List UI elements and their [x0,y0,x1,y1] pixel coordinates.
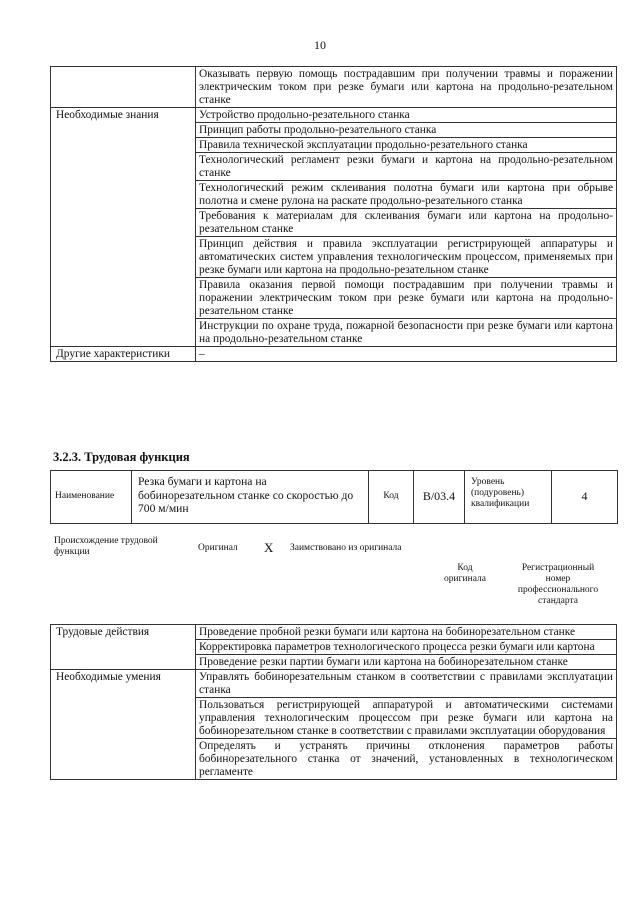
knowledge-table [50,66,617,362]
row-item: Устройство продольно-резательного станка [196,108,617,123]
page-number: 10 [314,38,326,52]
row-item: Управлять бобинорезательным станком в соответствии с правилами эксплуатации станка [196,670,617,698]
row-item: Принцип действия и правила эксплуатации регистрирующей аппаратуры и автоматических систем управления технологическим процессом, применяемых при резке бумаги или картона на продольно-резательном станке [196,237,617,278]
name-value: Резка бумаги и картона на бобинорезательном станке со скоростью до 700 м/мин [131,471,369,523]
row-item: Пользоваться регистрирующей аппаратурой и автоматическими системами управления технологическим процессом при резке бумаги или картона на бобинорезательном станке в соответствии с правилами эксплуатации оборудования [196,698,617,739]
row-item: – [196,347,617,362]
row-label-knowledge: Необходимые знания [51,108,196,347]
origin-reg-num: Регистрационный номер профессионального стандарта [517,563,599,606]
table-row [51,347,617,362]
name-label: Наименование [55,491,115,501]
table-row [51,670,617,698]
actions-table [50,624,617,780]
level-value: 4 [551,471,617,523]
origin-label: Происхождение трудовой функции [54,536,158,557]
row-label-other: Другие характеристики [51,347,196,362]
row-item: Проведение резки партии бумаги или картона на бобинорезательном станке [196,655,617,670]
origin-code: Код оригинала [444,563,486,584]
table-row [51,625,617,640]
row-item: Корректировка параметров технологического процесса резки бумаги или картона [196,640,617,655]
origin-mark: X [264,540,274,555]
row-item: Оказывать первую помощь пострадавшим при получении травмы и поражении электрическим током при резке бумаги или картона на продольно-резательном станке [196,67,617,108]
table-row [51,108,617,123]
function-header [50,470,618,524]
row-item: Определять и устранять причины отклонения параметров работы бобинорезательного станка от значений, установленных в технологическом регламенте [196,739,617,780]
table-row [51,67,617,108]
row-item: Технологический регламент резки бумаги и картона на продольно-резательном станке [196,153,617,181]
row-item: Принцип работы продольно-резательного станка [196,123,617,138]
row-label [51,67,196,108]
level-label: Уровень (подуровень) квалификации [471,477,530,509]
row-item: Правила технической эксплуатации продольно-резательного станка [196,138,617,153]
row-item: Технологический режим склеивания полотна бумаги или картона при обрыве полотна и смене рулона на раскате продольно-резательного станка [196,181,617,209]
row-item: Требования к материалам для склеивания бумаги или картона на продольно-резательном станке [196,209,617,237]
code-value: В/03.4 [413,471,465,523]
origin-borrowed: Заимствовано из оригинала [290,543,402,553]
row-item: Инструкции по охране труда, пожарной безопасности при резке бумаги или картона на продольно-резательном станке [196,319,617,347]
row-label-skills: Необходимые умения [51,670,196,780]
section-heading: 3.2.3. Трудовая функция [53,450,190,464]
origin-original: Оригинал [198,543,238,553]
row-item: Правила оказания первой помощи пострадавшим при получении травмы и поражении электрическим током при резке бумаги или картона на продольно-резательном станке [196,278,617,319]
row-item: Проведение пробной резки бумаги или картона на бобинорезательном станке [196,625,617,640]
row-label-actions: Трудовые действия [51,625,196,670]
code-label: Код [383,491,399,501]
